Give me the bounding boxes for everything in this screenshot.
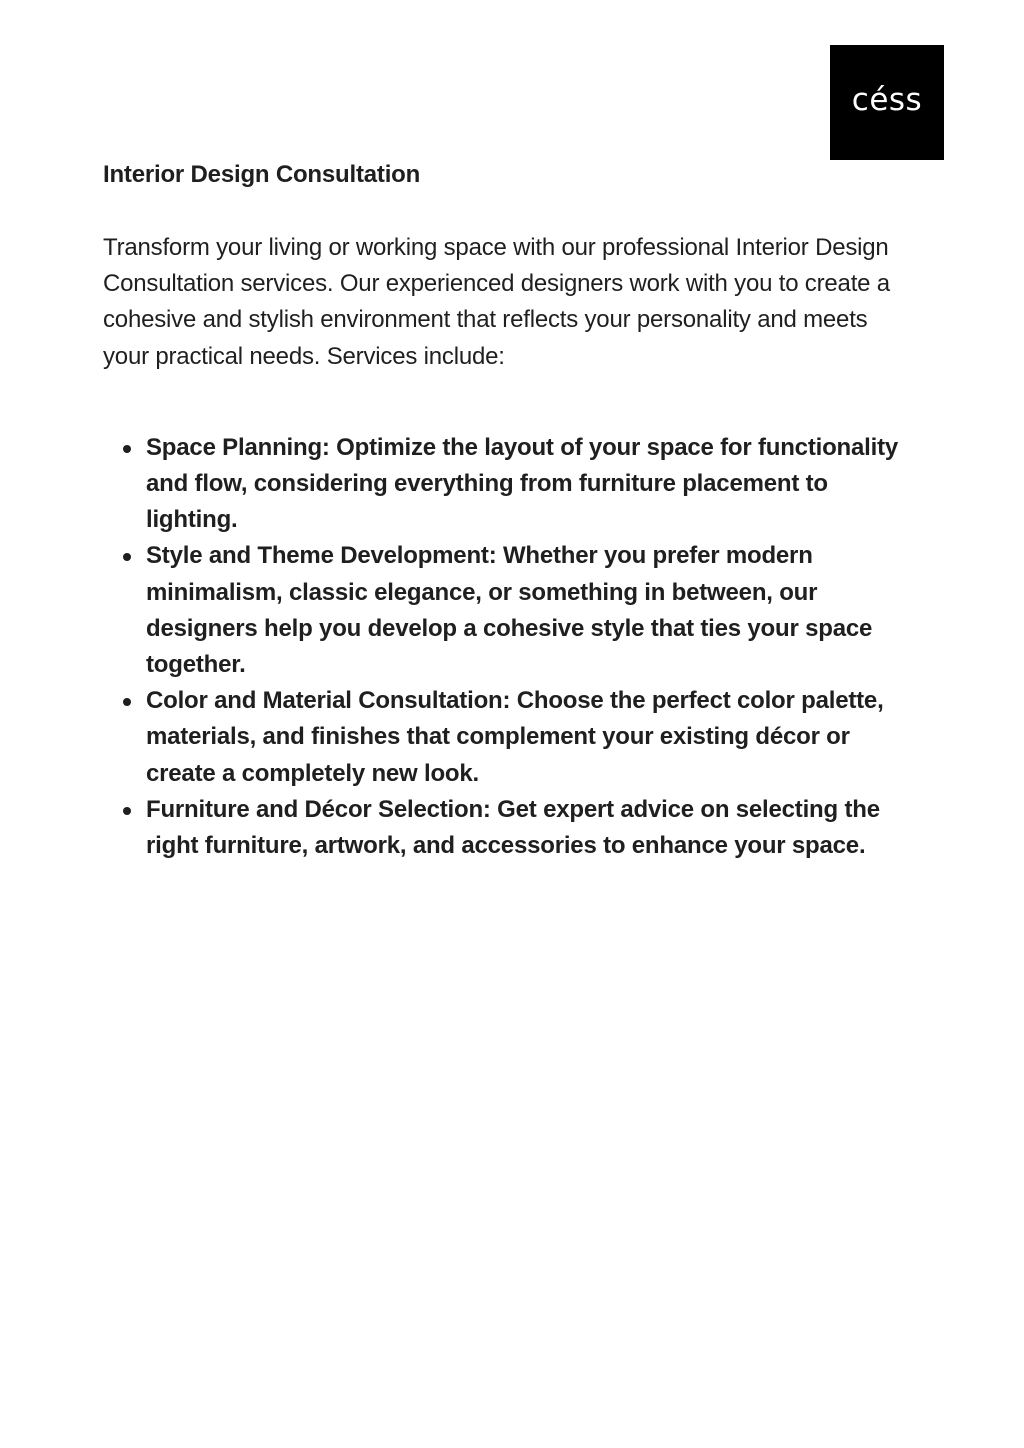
list-item-furniture-decor <box>103 792 916 864</box>
services-list <box>103 430 923 864</box>
list-item-space-planning <box>103 430 916 539</box>
document-body <box>103 158 923 864</box>
bullet-icon <box>123 807 131 815</box>
bullet-icon <box>123 698 131 706</box>
list-item-style-theme <box>103 538 916 683</box>
intro-paragraph: Transform your living or working space with our professional Interior Design Consultation services. Our experienced designers work with you to create a cohesive and stylish environment that reflects your personality and meets your practical needs. Services include: <box>103 234 890 370</box>
list-item-color-material <box>103 683 916 792</box>
list-item-text: Furniture and Décor Selection: Get expert advice on selecting the right furniture, artwork, and accessories to enhance your space. <box>146 795 880 860</box>
list-item-text: Style and Theme Development: Whether you prefer modern minimalism, classic elegance, or something in between, our designers help you develop a cohesive style that ties your space together. <box>146 542 873 679</box>
page-title: Interior Design Consultation <box>103 161 421 188</box>
brand-logo <box>830 45 944 160</box>
bullet-icon <box>123 445 131 453</box>
list-item-text: Space Planning: Optimize the layout of your space for functionality and flow, considering everything from furniture placement to lighting. <box>146 433 899 534</box>
bullet-icon <box>123 553 131 561</box>
list-item-text: Color and Material Consultation: Choose the perfect color palette, materials, and finishes that complement your existing décor or create a completely new look. <box>146 687 884 787</box>
logo-text: céss <box>851 82 923 118</box>
